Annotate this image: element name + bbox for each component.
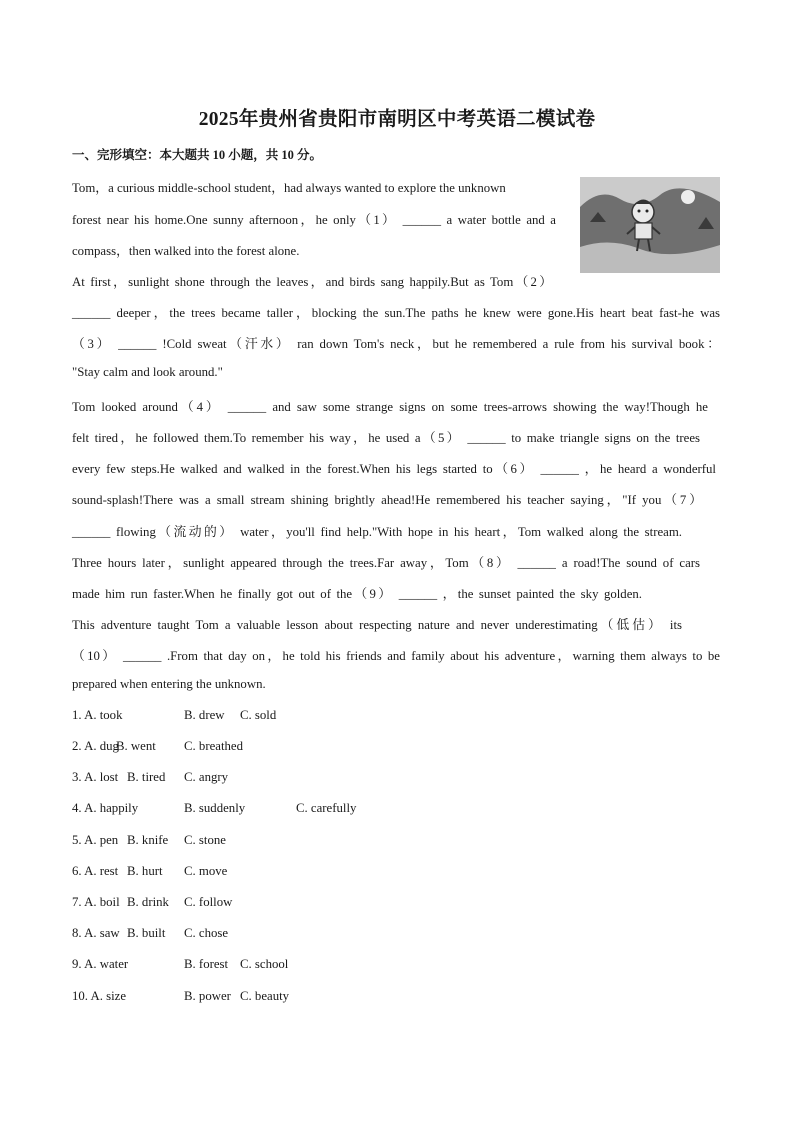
question-9-option-b: B. forest: [184, 957, 229, 971]
question-7-option-c: C. follow: [184, 895, 233, 909]
passage-line: Tom looked around（4） ______ and saw some strange signs on some trees-arrows showing the way!Though he: [72, 400, 708, 414]
question-6-option-b: B. hurt: [127, 864, 163, 878]
question-2-option-b: B. went: [116, 739, 156, 753]
question-10-option-b: B. power: [184, 989, 231, 1003]
question-3-option-b: B. tired: [127, 770, 166, 784]
question-1-option-c: C. sold: [240, 708, 277, 722]
question-5-option-a: 5. A. pen: [72, 833, 119, 847]
question-4-option-b: B. suddenly: [184, 801, 246, 815]
question-2-option-c: C. breathed: [184, 739, 243, 753]
question-9-option-c: C. school: [240, 957, 289, 971]
question-10-option-a: 10. A. size: [72, 989, 127, 1003]
question-8-option-a: 8. A. saw: [72, 926, 120, 940]
question-2-option-a: 2. A. dug: [72, 739, 119, 753]
passage-line: ______ deeper，the trees became taller，blocking the sun.The paths he knew were gone.His heart beat fast-he was: [72, 306, 720, 320]
question-5-option-b: B. knife: [127, 833, 169, 847]
question-8-option-b: B. built: [127, 926, 166, 940]
passage-line: every few steps.He walked and walked in the forest.When his legs started to（6） ______ ，he heard a wonderful: [72, 462, 716, 476]
question-6-option-c: C. move: [184, 864, 228, 878]
question-6-option-a: 6. A. rest: [72, 864, 119, 878]
passage-line: This adventure taught Tom a valuable lesson about respecting nature and never underestimating（低估） its: [72, 618, 682, 632]
passage-line: prepared when entering the unknown.: [72, 677, 266, 691]
passage-line: made him run faster.When he finally got out of the（9） ______ ，the sunset painted the sky golden.: [72, 587, 642, 601]
question-3-option-c: C. angry: [184, 770, 229, 784]
question-4-option-c: C. carefully: [296, 801, 357, 815]
passage-line: At first，sunlight shone through the leaves，and birds sang happily.But as Tom（2）: [72, 275, 552, 289]
question-1-option-a: 1. A. took: [72, 708, 123, 722]
section-heading: 一、完形填空：本大题共 10 小题，共 10 分。: [72, 148, 323, 162]
question-10-option-c: C. beauty: [240, 989, 290, 1003]
passage-line: （10） ______ .From that day on，he told his friends and family about his adventure，warning them always to be: [72, 649, 720, 663]
passage-line: sound-splash!There was a small stream shining brightly ahead!He remembered his teacher saying，"If you（7）: [72, 493, 702, 507]
question-1-option-b: B. drew: [184, 708, 225, 722]
question-3-option-a: 3. A. lost: [72, 770, 119, 784]
passage-illustration: [580, 177, 720, 273]
question-8-option-c: C. chose: [184, 926, 229, 940]
question-9-option-a: 9. A. water: [72, 957, 129, 971]
passage-line: compass，then walked into the forest alone.: [72, 244, 300, 258]
passage-line: ______ flowing（流动的） water，you'll find help."With hope in his heart，Tom walked along the stream.: [72, 525, 682, 539]
passage-line: Tom，a curious middle-school student，had always wanted to explore the unknown: [72, 181, 506, 195]
passage-line: felt tired，he followed them.To remember his way，he used a（5） ______ to make triangle signs on the trees: [72, 431, 700, 445]
passage-line: forest near his home.One sunny afternoon，he only（1） ______ a water bottle and a: [72, 213, 556, 227]
question-4-option-a: 4. A. happily: [72, 801, 139, 815]
question-7-option-a: 7. A. boil: [72, 895, 120, 909]
question-5-option-c: C. stone: [184, 833, 226, 847]
passage-line: "Stay calm and look around.": [72, 365, 223, 379]
question-7-option-b: B. drink: [127, 895, 169, 909]
exam-title: 2025年贵州省贵阳市南明区中考英语二模试卷: [198, 109, 596, 130]
passage-line: Three hours later，sunlight appeared through the trees.Far away，Tom（8） ______ a road!The sound of cars: [72, 556, 700, 570]
passage-line: （3） ______ !Cold sweat（汗水） ran down Tom's neck，but he remembered a rule from his survival book：: [72, 337, 720, 351]
